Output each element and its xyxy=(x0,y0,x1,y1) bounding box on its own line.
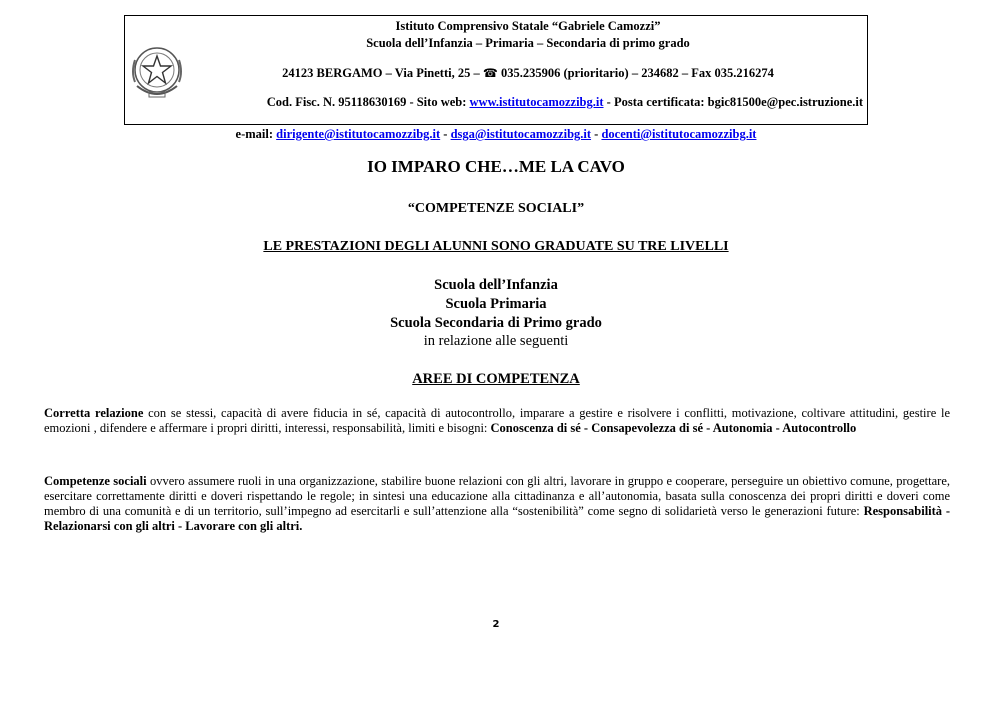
website-link[interactable]: www.istitutocamozzibg.it xyxy=(469,95,604,109)
paragraph-competenze-sociali: Competenze sociali ovvero assumere ruoli in una organizzazione, stabilire buone relazioni con gli altri, lavorare in gruppo e cooperare, perseguire un obiettivo comune, progettare, esercitare correttamente diritti e doveri rispettando le regole; in sintesi una educazione alla cittadinanza e all’autonomia, basata sulla conoscenza dei propri diritti e doveri come membro di una comunità e di un territorio, sull’impegno ad esercitarli e sull’attenzione alla “sostenibilità” come segno di solidarietà verso le generazioni future: Responsabilità - Relazionarsi con gli altri - Lavorare con gli altri. xyxy=(44,474,951,533)
school-infanzia: Scuola dell’Infanzia xyxy=(434,277,558,293)
email-dirigente-link[interactable]: dirigente@istitutocamozzibg.it xyxy=(276,127,441,141)
areas-heading: AREE DI COMPETENZA xyxy=(412,371,580,387)
document-subtitle: “COMPETENZE SOCIALI” xyxy=(407,201,585,216)
school-address: 24123 BERGAMO – Via Pinetti, 25 – ☎ 035.235906 (prioritario) – 234682 – Fax 035.216274 xyxy=(282,66,774,80)
school-secondaria: Scuola Secondaria di Primo grado xyxy=(390,315,602,331)
document-title: IO IMPARO CHE…ME LA CAVO xyxy=(367,157,625,176)
phone-icon: ☎ xyxy=(482,66,498,80)
email-docenti-link[interactable]: docenti@istitutocamozzibg.it xyxy=(601,127,757,141)
republic-emblem-icon xyxy=(127,42,187,104)
relation-text: in relazione alle seguenti xyxy=(423,333,569,349)
page-number: 2 xyxy=(492,619,500,630)
fiscal-line: Cod. Fisc. N. 95118630169 - Sito web: www.istitutocamozzibg.it - Posta certificata: bgic81500e@pec.istruzione.it xyxy=(266,95,863,109)
levels-heading: LE PRESTAZIONI DEGLI ALUNNI SONO GRADUATE SU TRE LIVELLI xyxy=(263,239,729,254)
email-line: e-mail: dirigente@istitutocamozzibg.it - dsga@istitutocamozzibg.it - docenti@istitutocamozzibg.it xyxy=(235,127,757,141)
letterhead xyxy=(124,15,868,125)
school-levels: Scuola dell’Infanzia – Primaria – Secondaria di primo grado xyxy=(366,36,690,50)
school-primaria: Scuola Primaria xyxy=(445,296,547,312)
school-name: Istituto Comprensivo Statale “Gabriele Camozzi” xyxy=(395,19,661,33)
paragraph-corretta-relazione: Corretta relazione con se stessi, capacità di avere fiducia in sé, capacità di autocontrollo, imparare a gestire e risolvere i conflitti, motivazione, coltivare attitudini, gestire le emozioni , difendere e affermare i propri diritti, interessi, responsabilità, limiti e bisogni: Conoscenza di sé - Consapevolezza di sé - Autonomia - Autocontrollo xyxy=(44,406,951,435)
email-dsga-link[interactable]: dsga@istitutocamozzibg.it xyxy=(450,127,592,141)
